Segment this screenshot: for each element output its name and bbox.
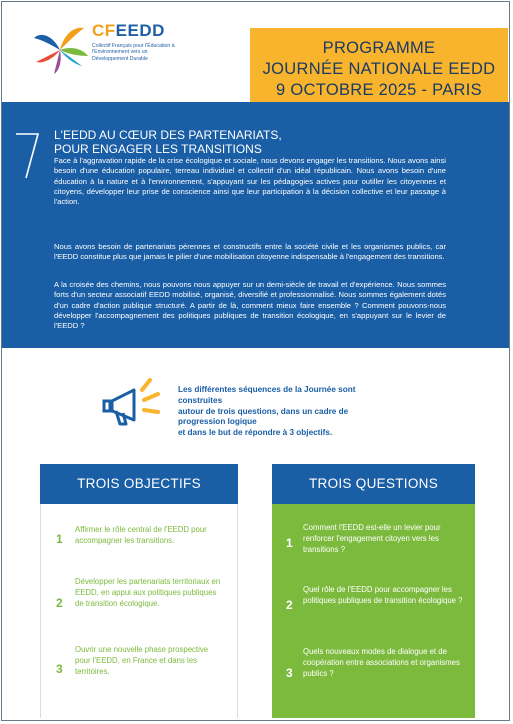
program-page: [1, 1, 510, 721]
objective-text: Affirmer le rôle central de l'EEDD pour accompagner les transitions.: [75, 525, 207, 545]
question-number: 2: [286, 598, 293, 612]
cfeedd-logo-icon: [30, 24, 90, 76]
objective-number: 1: [56, 532, 63, 546]
section-title-line-1: L'EEDD AU CŒUR DES PARTENARIATS,: [54, 128, 282, 142]
questions-list: [272, 504, 475, 718]
title-line-2: JOURNÉE NATIONALE EEDD: [262, 60, 496, 78]
question-number: 3: [286, 666, 293, 680]
question-text: Quels nouveaux modes de dialogue et de coopération entre associations et organismes publics ?: [303, 647, 460, 678]
objective-text: Développer les partenariats territoriaux en EEDD, en appui aux politiques publiques de transition écologique.: [75, 577, 221, 608]
paragraph-1: Face à l'aggravation rapide de la crise écologique et sociale, nous devons engager les transitions. Nous avons ainsi besoin d'une éducation populaire, terreau individuel et collectif d'un idéal républicain. Nous avons besoin d'une éducation à la nature et à l'environnement, s'appuyant sur les pédagogies actives pour outiller les citoyennes et citoyens, développer leur prise de conscience ainsi que leur participation à la décision collective et leur passage à l'action.: [54, 156, 446, 207]
title-line-3: 9 OCTOBRE 2025 - PARIS: [276, 81, 482, 99]
question-text: Comment l'EEDD est-elle un levier pour renforcer l'engagement citoyen vers les transitions ?: [303, 523, 441, 554]
objectives-heading: [40, 464, 238, 504]
question-text: Quel rôle de l'EEDD pour accompagner les politiques publiques de transition écologique ?: [303, 585, 463, 605]
section-title: [54, 128, 354, 156]
brand-name: [92, 22, 182, 40]
brand-subtitle: Collectif Français pour l'Éducation à l'Environnement vers un Développement Durable: [92, 43, 175, 62]
megaphone-icon: [100, 372, 166, 432]
intro-line-1: Les différentes séquences de la Journée sont construites: [178, 385, 356, 405]
intro-line-2: autour de trois questions, dans un cadre de progression logique: [178, 406, 349, 427]
brand-name-suffix: EEDD: [115, 21, 165, 40]
brand-name-prefix: CF: [92, 21, 116, 40]
intro-line-3: et dans le but de répondre à 3 objectifs.: [178, 428, 333, 438]
objective-text: Ouvrir une nouvelle phase prospective pour l'EEDD, en France et dans les territoires.: [75, 645, 209, 676]
questions-heading: [272, 464, 475, 504]
objectives-heading-label: TROIS OBJECTIFS: [77, 476, 201, 491]
corner-bracket-icon: [14, 130, 44, 180]
paragraph-2: Nous avons besoin de partenariats pérennes et constructifs entre la société civile et les organismes publics, car l'EEDD constitue plus que jamais le pilier d'une mobilisation citoyenne indispensable à l'engagement des transitions.: [54, 242, 446, 262]
questions-heading-label: TROIS QUESTIONS: [308, 476, 438, 491]
paragraph-3: A la croisée des chemins, nous pouvons nous appuyer sur un demi-siècle de travail et d'expérience. Nous sommes forts d'un secteur associatif EEDD mobilisé, organisé, diversifié et professionnalisé. Nous sommes également dotés d'un cadre d'action publique structuré. A partir de là, comment mieux faire ensemble ? Comment pouvons-nous développer l'accompagnement des politiques publiques de transition écologique, en s'appuyant sur le levier de l'EEDD ?: [54, 280, 446, 331]
brand: [92, 22, 182, 62]
objective-number: 2: [56, 596, 63, 610]
title-line-1: PROGRAMME: [322, 39, 436, 57]
intro-text: [178, 385, 378, 439]
objectives-list: [40, 504, 238, 718]
section-title-line-2: POUR ENGAGER LES TRANSITIONS: [54, 142, 262, 156]
objective-number: 3: [56, 662, 63, 676]
partnerships-section: [2, 102, 510, 348]
question-number: 1: [286, 536, 293, 550]
